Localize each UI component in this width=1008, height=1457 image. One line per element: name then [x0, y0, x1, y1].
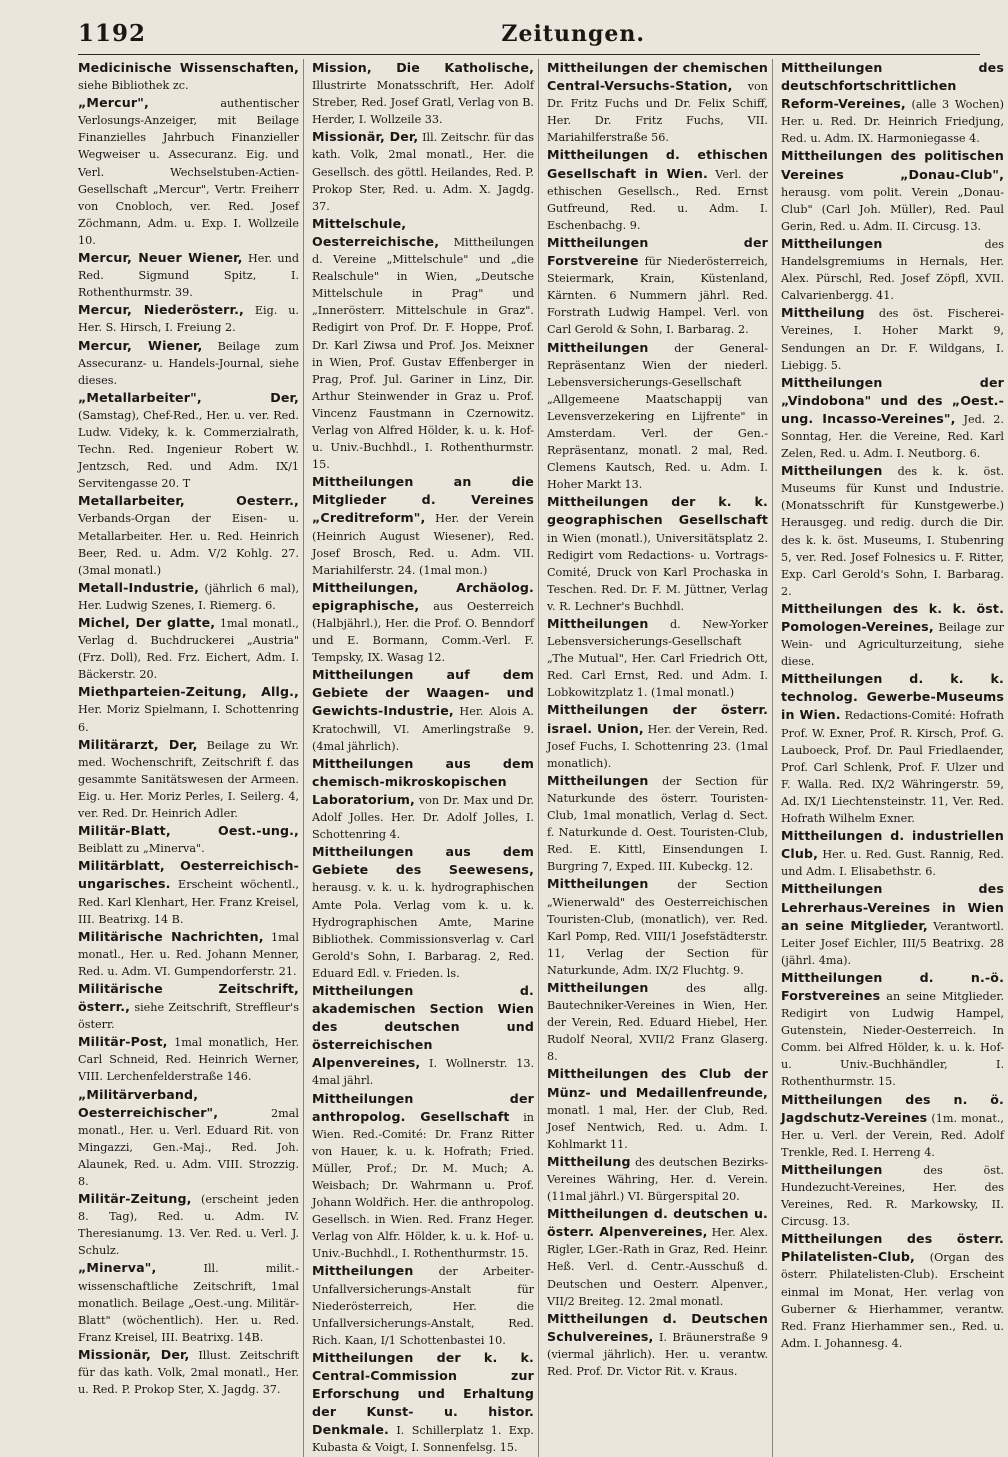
directory-entry [78, 1259, 299, 1345]
entry-headword: Medicinische Wissenschaften, [78, 60, 299, 75]
directory-entry [78, 389, 299, 493]
entry-headword: Mittheilungen des Club der Münz- und Medaillenfreunde, [547, 1066, 768, 1100]
directory-entry [78, 1086, 299, 1191]
entry-text: an seine Mitglieder. Redigirt von Ludwig Hampel, Gutenstein, Nieder-Oesterreich. In Comm. bei Alfred Hölder, k. u. k. Hof- u. Univ.-Buchhändler, I. Rothenthurmstr. 15. [781, 989, 1004, 1089]
entry-text: authentischer Verlosungs-Anzeiger, mit Beilage Finanzielles Jahrbuch Finanzieller Wegweiser u. Assecuranz. Eig. und Verl. Wechselstuben-Actien-Gesellschaft „Mercur", Vertr. Freiherr von Cnobloch, ver. Red. Josef Zöchmann, Adm. u. Exp. I. Wollzeile 10. [78, 97, 299, 247]
directory-entry [781, 462, 1004, 600]
entry-headword: Militär-Blatt, Oest.-ung., [78, 823, 299, 839]
entry-text: aus Oesterreich (Halbjährl.), Her. die Prof. O. Benndorf und E. Bormann, Comm.-Verl. F. Tempsky, IX. Wasag 12. [312, 599, 534, 665]
entry-text: in Wien. Red.-Comité: Dr. Franz Ritter von Hauer, k. u. k. Hofrath; Fried. Müller, Prof.; Dr. M. Much; A. Weisbach; Dr. Wahrmann u. Prof. Johann Woldřich. Her. die anthropolog. Gesellsch. in Wien. Red. Franz Heger. Verlag von Alfr. Hölder, k. u. k. Hof- u. Univ.-Buchhdl., I. Rothenthurmstr. 15. [312, 1110, 535, 1261]
entry-headword: Michel, Der glatte, [78, 615, 216, 630]
entry-text: des deutschen Bezirks-Vereines Währing, Her. d. Verein. (11mal jährl.) VI. Bürgerspital 20. [547, 1155, 768, 1204]
entry-text: der Section „Wienerwald" des Oesterreichischen Touristen-Club, (monatlich), ver. Red. Karl Pomp, Red. VIII/1 Josefstädterstr. 11, Verlag der Section für Naturkunde, Adm. IX/2 Fluchtg. 9. [547, 878, 768, 977]
entry-text: in Wien (monatl.), Universitätsplatz 2. Redigirt vom Redactions- u. Vortrags-Comité, Druck von Karl Prochaska in Teschen. Red. Dr. F. M. Jüttner, Verlag v. R. Lechner's Buchhdl. [547, 531, 768, 613]
entry-text: Redactions-Comité: Hofrath Prof. W. Exner, Prof. R. Kirsch, Prof. G. Lauboeck, Prof. Dr. Paul Friedlaender, Prof. Carl Schlenk, Prof. F. Ulzer und F. Walla. Red. IX/2 Währingerstr. 59, Ad. IX/1 Liechtensteinstr. 11, Ver. Red. Hofrath Wilhelm Exner. [781, 709, 1004, 826]
entry-headword: Mittheilungen [547, 616, 649, 631]
directory-entry [781, 1161, 1004, 1230]
column-2 [312, 59, 539, 1457]
entry-headword: Militärblatt, Oesterreichisch-ungarisches. [78, 858, 299, 892]
directory-entry [547, 615, 768, 701]
directory-entry [547, 1153, 768, 1205]
entry-headword: Mittheilungen des k. k. öst. Pomologen-Vereines, [781, 600, 1004, 634]
entry-text: siehe Bibliothek zc. [78, 79, 189, 93]
entry-headword: Militärarzt, Der, [78, 736, 198, 752]
entry-text: d. New-Yorker Lebensversicherungs-Gesellschaft „The Mutual", Her. Carl Friedrich Ott, Red. Carl Ernst, Red. und Adm. I. Lobkowitzplatz 1. (1mal monatl.) [547, 618, 768, 700]
entry-text: Her. Alex. Rigler, LGer.-Rath in Graz, Red. Heinr. Heß. Verl. d. Centr.-Ausschuß d. Deutschen und Oesterr. Alpenver., VII/2 Breiteg. 12. 2mal monatl. [547, 1226, 768, 1308]
directory-entry [547, 234, 768, 339]
directory-entry [78, 579, 299, 614]
entry-text: herausg. vom polit. Verein „Donau-Club" (Carl Joh. Müller), Red. Paul Gerin, Red. u. Adm. II. Circusg. 13. [781, 185, 1004, 233]
entry-text: Beiblatt zu „Minerva". [78, 842, 205, 856]
directory-entry [312, 128, 534, 214]
entry-headword: Mittheilungen aus dem Gebiete des Seewesens, [312, 844, 534, 878]
directory-entry [312, 215, 534, 473]
directory-entry [78, 736, 299, 822]
text-columns [78, 59, 1004, 1455]
entry-text: 1mal monatl., Verlag d. Buchdruckerei „Austria" (Frz. Doll), Red. Frz. Eichert, Adm. I. Bäckerstr. 20. [78, 617, 299, 682]
entry-text: der Arbeiter-Unfallversicherungs-Anstalt für Niederösterreich, Her. die Unfallversicherungs-Anstalt, Red. Rich. Kaan, I/1 Schottenbastei 10. [312, 1265, 534, 1347]
entry-headword: Militär-Post, [78, 1034, 168, 1050]
entry-headword: Mittelschule, Oesterreichische, [312, 215, 440, 249]
directory-entry [781, 374, 1004, 462]
entry-text: (erscheint jeden 8. Tag), Red. u. Adm. IV. Theresianumg. 13. Ver. Red. u. Verl. J. Schulz. [78, 1193, 299, 1258]
directory-entry [547, 701, 768, 771]
entry-headword: Mission, Die Katholische, [312, 60, 534, 75]
entry-text: des Handelsgremiums in Hernals, Her. Alex. Pürschl, Red. Josef Zöpfl, XVII. Calvarienbergg. 41. [781, 237, 1004, 303]
entry-text: Illust. Zeitschrift für das kath. Volk, 2mal monatl., Her. u. Red. P. Prokop Ster, X. Jagdg. 37. [78, 1348, 299, 1397]
entry-headword: Miethparteien-Zeitung, Allg., [78, 684, 299, 700]
directory-entry [781, 600, 1004, 670]
entry-text: für Niederösterreich, Steiermark, Krain, Küstenland, Kärnten. 6 Nummern jährl. Red. Forstrath Ludwig Hampel. Verl. von Carl Gerold & Sohn, I. Barbarag. 2. [547, 255, 768, 337]
entry-text: Illustrirte Monatsschrift, Her. Adolf Streber, Red. Josef Gratl, Verlag von B. Herder, I. Wollzeile 33. [312, 79, 534, 127]
entry-headword: Mittheilung [547, 1153, 631, 1169]
entry-headword: Militär-Zeitung, [78, 1191, 192, 1207]
entry-headword: Mittheilungen der „Vindobona" und des „Oest.-ung. Incasso-Vereines", [781, 374, 1004, 426]
entry-headword: Mittheilungen der chemischen Central-Versuchs-Station, [547, 60, 768, 94]
entry-text: des k. k. öst. Museums für Kunst und Industrie. (Monatsschrift für Kunstgewerbe.) Herausgeg. und redig. durch die Dir. des k. k. öst. Museums, I. Stubenring 5, ver. Red. Josef Folnesics u. F. Ritter, Exp. Carl Gerold's Sohn, I. Barbarag. 2. [781, 465, 1004, 598]
page-number: 1192 [78, 20, 147, 47]
directory-entry [78, 1190, 299, 1259]
directory-entry [547, 146, 768, 233]
entry-headword: Mittheilungen [781, 235, 883, 251]
entry-headword: Mittheilungen [547, 339, 649, 355]
directory-entry [78, 614, 299, 683]
entry-text: Erscheint wöchentl., Red. Karl Klenhart, Her. Franz Kreisel, III. Beatrixg. 14 B. [78, 878, 299, 926]
entry-headword: Mittheilungen der Forstvereine [547, 234, 768, 269]
directory-entry [78, 492, 299, 578]
entry-headword: „Mercur", [78, 95, 149, 111]
directory-entry [78, 59, 299, 94]
page-header [78, 20, 980, 55]
directory-entry [781, 1091, 1004, 1161]
entry-text: von Dr. Fritz Fuchs und Dr. Felix Schiff, Her. Dr. Fritz Fuchs, VII. Mariahilferstraße 56. [547, 80, 768, 145]
entry-headword: Mittheilungen, Archäolog. epigraphische, [312, 579, 534, 613]
directory-entry [547, 1310, 768, 1380]
page-title: Zeitungen. [501, 21, 645, 47]
entry-text: Beilage zum Assecuranz- u. Handels-Journal, siehe dieses. [78, 339, 299, 387]
entry-headword: „Minerva", [78, 1260, 157, 1276]
entry-headword: Mittheilungen der k. k. geographischen Gesellschaft [547, 494, 768, 528]
entry-headword: Metallarbeiter, Oesterr., [78, 493, 299, 509]
entry-text: Her. der Verein (Heinrich August Wiesener), Red. Josef Brosch, Red. u. Adm. VII. Mariahilferstr. 24. (1mal mon.) [312, 512, 534, 577]
entry-text: herausg. v. k. u. k. hydrographischen Amte Pola. Verlag vom k. u. k. Hydrographischen Amte, Marine Bibliothek. Commissionsverlag v. Carl Gerold's Sohn, I. Barbarag. 2, Red. Eduard Edl. v. Frieden. ls. [312, 881, 534, 980]
entry-headword: Mittheilungen [547, 979, 649, 995]
entry-headword: Mercur, Wiener, [78, 337, 203, 353]
entry-text: des öst. Hundezucht-Vereines, Her. des Vereines, Red. R. Markowsky, II. Circusg. 13. [781, 1163, 1004, 1229]
entry-text: Beilage zu Wr. med. Wochenschrift, Zeitschrift f. das gesammte Sanitätswesen der Armeen. Eig. u. Her. Moriz Perles, I. Seilerg. 4, ver. Red. Dr. Heinrich Adler. [78, 738, 299, 821]
entry-text: Ill. Zeitschr. für das kath. Volk, 2mal monatl., Her. die Gesellsch. des göttl. Heilandes, Red. P. Prokop Ster, Red. u. Adm. X. Jagdg. 37. [312, 131, 534, 213]
directory-entry [78, 301, 299, 336]
directory-entry [312, 473, 534, 579]
entry-text: (alle 3 Wochen) Her. u. Red. Dr. Heinrich Friedjung, Red. u. Adm. IX. Harmoniegasse 4. [781, 98, 1004, 146]
entry-headword: Mittheilungen des deutschfortschrittlichen Reform-Vereines, [781, 60, 1004, 112]
directory-entry [781, 304, 1004, 373]
entry-text: des öst. Fischerei-Vereines, I. Hoher Markt 9, Sendungen an Dr. F. Wildgans, I. Liebigg. 5. [781, 307, 1004, 372]
column-4 [781, 59, 1008, 1457]
directory-entry [312, 755, 534, 843]
entry-headword: Mittheilungen des Lehrerhaus-Vereines in Wien an seine Mitglieder, [781, 881, 1004, 933]
entry-text: Verbands-Organ der Eisen- u. Metallarbeiter. Her. u. Red. Heinrich Beer, Red. u. Adm. V/2 Kohlg. 27. (3mal monatl.) [78, 512, 299, 577]
entry-text: 2mal monatl., Her. u. Verl. Eduard Rit. von Mingazzi, Gen.-Maj., Red. Joh. Alaunek, Red. u. Adm. VIII. Strozzig. 8. [78, 1106, 299, 1188]
entry-text: der General-Repräsentanz Wien der niederl. Lebensversicherungs-Gesellschaft „Allgemeene Maatschappij van Levensverzekering en Lijfrente" in Amsterdam. Verl. der Gen.-Repräsentanz, monatl. 2 mal, Red. Clemens Kautsch, Red. u. Adm. I. Hoher Markt 13. [547, 341, 768, 492]
entry-text: des allg. Bautechniker-Vereines in Wien, Her. der Verein, Red. Eduard Hiebel, Her. Rudolf Neoral, XVII/2 Franz Glaserg. 8. [547, 981, 768, 1064]
entry-text: Her. und Red. Sigmund Spitz, I. Rothenthurmstr. 39. [78, 252, 299, 300]
entry-headword: Mittheilungen d. deutschen u. österr. Alpenvereines, [547, 1206, 768, 1240]
entry-text: Mittheilungen d. Vereine „Mittelschule" und „die Realschule" in Wien, „Deutsche Mittelschule in Prag" und „Innerösterr. Mittelschule in Graz". Redigirt von Prof. Dr. F. Hoppe, Prof. Dr. Karl Ziwsa und Prof. Jos. Meixner in Wien, Prof. Gustav Effenberger in Prag, Prof. Jul. Gariner in Linz, Dir. Arthur Steinwender in Graz u. Prof. Vincenz Faustmann in Czernowitz. Verlag von Alfred Hölder, k. u. k. Hof- u. Univ.-Buchhdl., I. Rothenthurmstr. 15. [312, 235, 534, 472]
entry-text: Beilage zur Wein- und Agriculturzeitung, siehe diese. [781, 621, 1004, 669]
entry-text: Her. der Verein, Red. Josef Fuchs, I. Schottenring 23. (1mal monatlich). [547, 722, 769, 770]
directory-entry [312, 982, 534, 1090]
entry-headword: Mittheilungen der k. k. Central-Commission zur Erforschung und Erhaltung der Kunst- u. histor. Denkmale. [312, 1349, 534, 1438]
entry-text: 1mal monatlich, Her. Carl Schneid, Red. Heinrich Werner, VIII. Lerchenfelderstraße 146. [78, 1036, 299, 1084]
entry-headword: Mittheilungen des n. ö. Jagdschutz-Vereines [781, 1091, 1004, 1125]
directory-entry [547, 1065, 768, 1152]
directory-entry [312, 1090, 534, 1263]
directory-entry [78, 249, 299, 301]
entry-text: (Samstag), Chef-Red., Her. u. ver. Red. Ludw. Videky, k. k. Commerzialrath, Techn. Red. Ingenieur Robert W. Jentzsch, Red. und Adm. IX/1 Servitengasse 20. T [78, 408, 299, 491]
entry-headword: Mittheilungen d. akademischen Section Wien des deutschen und österreichischen Alpenvereines, [312, 982, 534, 1071]
directory-entry [312, 843, 534, 982]
entry-headword: Mittheilungen der österr. israel. Union, [547, 702, 768, 736]
entry-headword: Mittheilung [781, 305, 865, 321]
entry-text: Eig. u. Her. S. Hirsch, I. Freiung 2. [78, 304, 299, 335]
entry-text: Her. Alois A. Kratochwill, VI. Amerlingstraße 9. (4mal jährlich). [312, 705, 534, 753]
entry-headword: Missionär, Der, [78, 1346, 190, 1362]
entry-text: (Organ des österr. Philatelisten-Club). Erscheint einmal im Monat, Her. verlag von Guberner & Hierhammer, verantw. Red. Franz Hierhammer sen., Red. u. Adm. I. Johannesg. 4. [781, 1251, 1004, 1350]
entry-headword: Mittheilungen [547, 772, 649, 788]
directory-entry [781, 827, 1004, 880]
directory-entry [547, 1205, 768, 1310]
entry-text: monatl. 1 mal, Her. der Club, Red. Josef Nentwich, Red. u. Adm. I. Kohlmarkt 11. [547, 1103, 768, 1151]
directory-entry [78, 94, 299, 249]
entry-headword: Mittheilungen [781, 463, 883, 479]
directory-entry [78, 822, 299, 857]
entry-headword: Mittheilungen des österr. Philatelisten-Club, [781, 1231, 1004, 1265]
column-3 [547, 59, 773, 1457]
entry-text: I. Bräunerstraße 9 (viermal jährlich). Her. u. verantw. Red. Prof. Dr. Victor Rit. v. Kraus. [547, 1330, 768, 1379]
entry-headword: Mercur, Niederösterr., [78, 302, 244, 318]
directory-entry [78, 980, 299, 1033]
directory-entry [78, 857, 299, 927]
entry-headword: Mittheilungen d. k. k. technolog. Gewerbe-Museums in Wien. [781, 671, 1004, 723]
entry-headword: Mercur, Neuer Wiener, [78, 250, 243, 266]
directory-entry [547, 979, 768, 1065]
entry-headword: Militärische Nachrichten, [78, 928, 264, 944]
entry-headword: Mittheilungen [312, 1263, 414, 1279]
directory-entry [78, 1346, 299, 1398]
directory-entry [312, 1349, 534, 1457]
directory-entry [78, 1033, 299, 1085]
directory-entry [78, 928, 299, 980]
entry-text: Jed. 2. Sonntag, Her. die Vereine, Red. Karl Zelen, Red. u. Adm. I. Neutborg. 6. [781, 412, 1004, 461]
entry-text: Verantwortl. Leiter Josef Eichler, III/5 Beatrixg. 28 (jährl. 4ma). [781, 919, 1004, 967]
entry-headword: „Militärverband, Oesterreichischer", [78, 1086, 219, 1120]
directory-entry [547, 339, 768, 494]
entry-headword: Mittheilungen des politischen Vereines „Donau-Club", [781, 148, 1004, 182]
column-1 [78, 59, 304, 1457]
entry-text: (jährlich 6 mal), Her. Ludwig Szenes, I. Riemerg. 6. [78, 581, 299, 612]
directory-entry [312, 1262, 534, 1348]
entry-text: der Section für Naturkunde des österr. Touristen-Club, 1mal monatlich, Verlag d. Sect. f. Naturkunde d. Oest. Touristen-Club, Red. E. Kittl, Einsendungen I. Burgring 7, Exped. III. Kubeckg. 12. [547, 774, 768, 874]
entry-text: (1m. monat., Her. u. Verl. der Verein, Red. Adolf Trenkle, Red. I. Herreng 4. [781, 1111, 1004, 1159]
directory-entry [781, 59, 1004, 147]
entry-text: Her. u. Red. Gust. Rannig, Red. und Adm. I. Elisabethstr. 6. [781, 848, 1004, 879]
entry-headword: Mittheilungen d. n.-ö. Forstvereines [781, 969, 1004, 1003]
entry-headword: Metall-Industrie, [78, 579, 200, 595]
entry-headword: Mittheilungen auf dem Gebiete der Waagen- und Gewichts-Industrie, [312, 667, 534, 719]
directory-entry [781, 235, 1004, 304]
entry-headword: Mittheilungen d. ethischen Gesellschaft in Wien. [547, 147, 768, 181]
directory-entry [781, 147, 1004, 234]
entry-text: von Dr. Max und Dr. Adolf Jolles. Her. Dr. Adolf Jolles, I. Schottenring 4. [312, 793, 534, 842]
entry-headword: Mittheilungen der anthropolog. Gesellschaft [312, 1090, 534, 1124]
entry-text: 1mal monatl., Her. u. Red. Johann Menner, Red. u. Adm. VI. Gumpendorferstr. 21. [78, 930, 299, 978]
entry-headword: Mittheilungen [547, 876, 649, 892]
entry-text: Her. Moriz Spielmann, I. Schottenring 6. [78, 703, 299, 734]
directory-entry [781, 1230, 1004, 1352]
entry-text: I. Wollnerstr. 13. 4mal jährl. [312, 1057, 534, 1088]
directory-entry [547, 493, 768, 615]
directory-entry [547, 772, 768, 876]
entry-headword: „Metallarbeiter", Der, [78, 389, 299, 405]
entry-headword: Missionär, Der, [312, 129, 419, 145]
entry-text: I. Schillerplatz 1. Exp. Kubasta & Voigt, I. Sonnenfelsg. 15. [312, 1424, 534, 1455]
directory-entry [312, 59, 534, 128]
directory-entry [547, 59, 768, 146]
entry-headword: Mittheilungen an die Mitglieder d. Vereines „Creditreform", [312, 474, 534, 526]
entry-text: Verl. der ethischen Gesellsch., Red. Ernst Gutfreund, Red. u. Adm. I. Eschenbachg. 9. [547, 167, 768, 232]
directory-entry [312, 579, 534, 666]
entry-text: Ill. milit.-wissenschaftliche Zeitschrift, 1mal monatlich. Beilage „Oest.-ung. Militär-Blatt" (wöchentlich). Her. u. Red. Franz Kreisel, III. Beatrixg. 14B. [78, 1262, 299, 1344]
directory-entry [781, 880, 1004, 968]
entry-headword: Militärische Zeitschrift, österr., [78, 980, 299, 1015]
entry-text: siehe Zeitschrift, Streffleur's österr. [78, 1001, 299, 1032]
directory-entry [78, 337, 299, 389]
directory-entry [312, 666, 534, 754]
directory-entry [78, 683, 299, 735]
directory-entry [781, 670, 1004, 827]
entry-headword: Mittheilungen d. Deutschen Schulvereines, [547, 1310, 768, 1344]
entry-headword: Mittheilungen [781, 1161, 883, 1177]
entry-headword: Mittheilungen aus dem chemisch-mikroskopischen Laboratorium, [312, 755, 534, 807]
directory-entry [547, 875, 768, 979]
directory-entry [781, 969, 1004, 1091]
entry-headword: Mittheilungen d. industriellen Club, [781, 828, 1004, 862]
